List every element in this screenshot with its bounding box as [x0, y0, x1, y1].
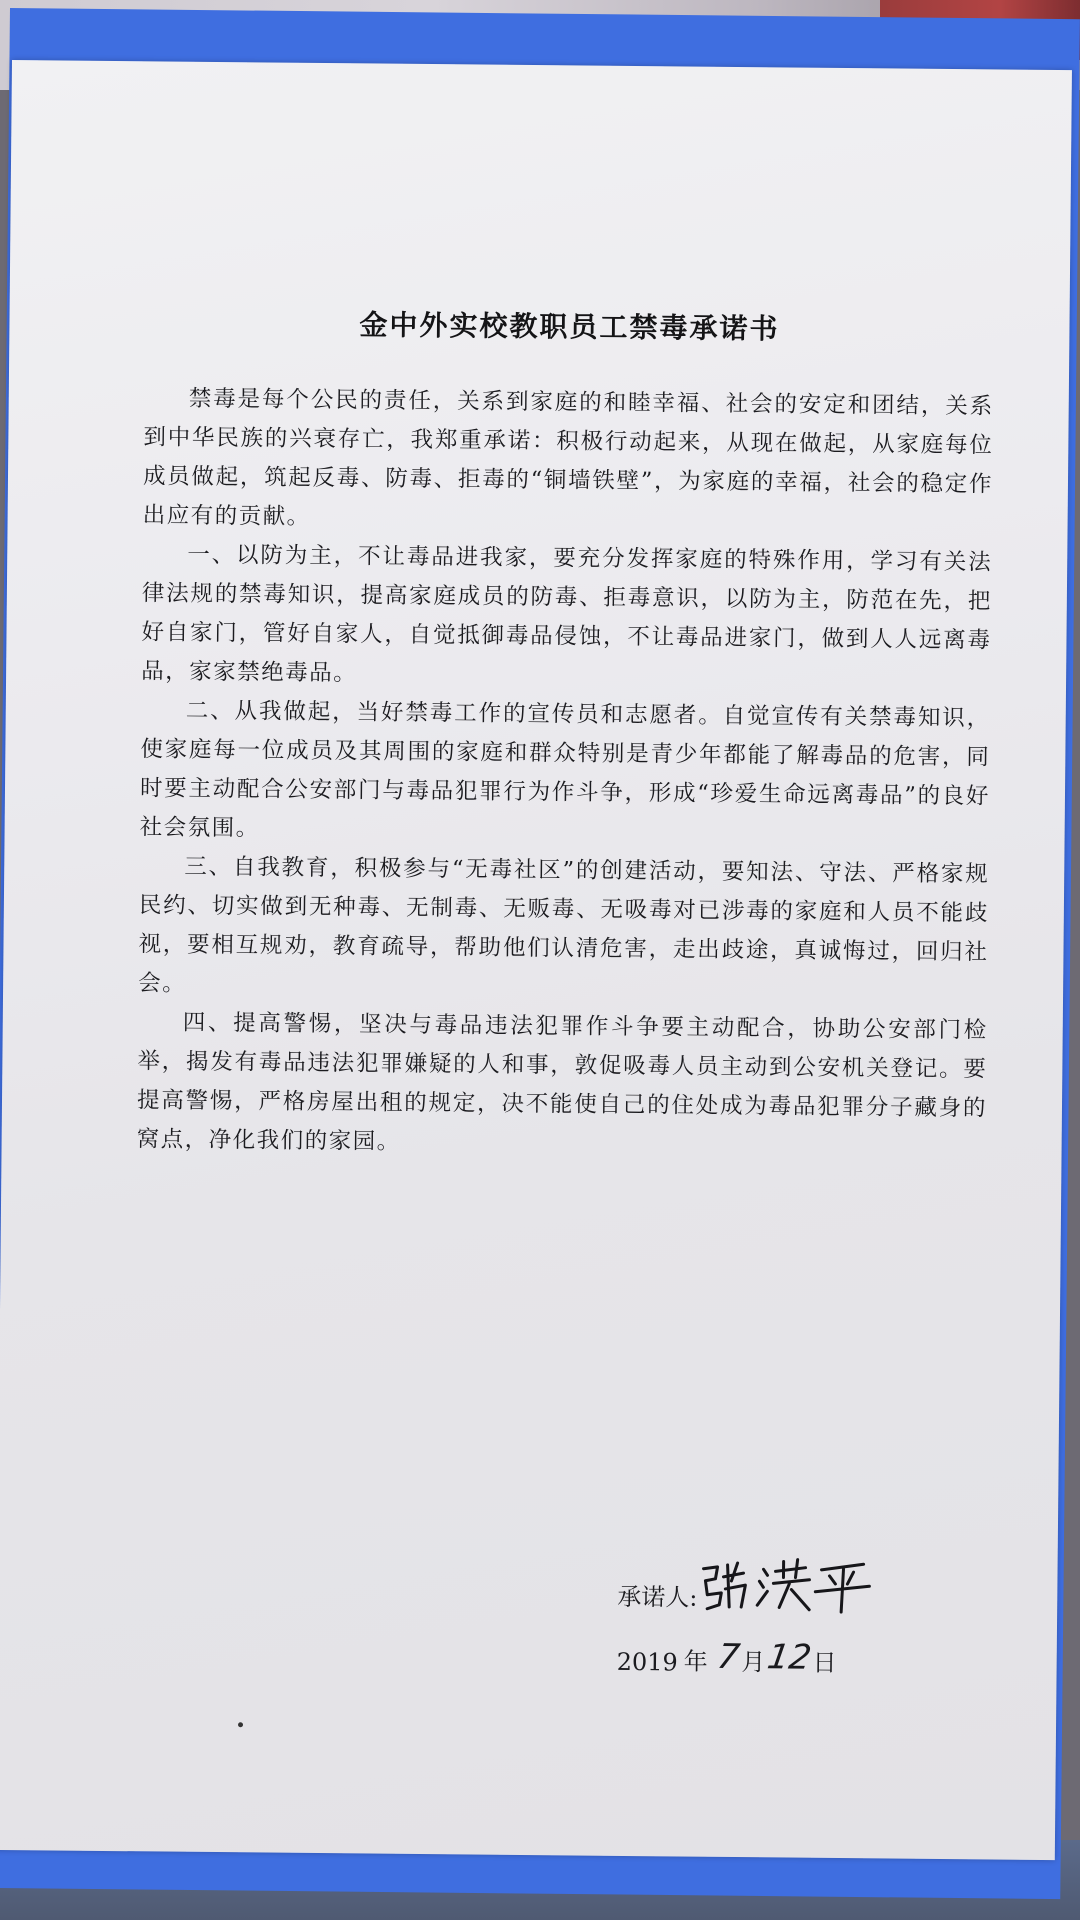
date-day-unit: 日 [812, 1648, 837, 1677]
date-month-unit: 月 [741, 1648, 766, 1677]
document-body [136, 301, 994, 1167]
signer-label: 承诺人: [617, 1582, 698, 1612]
paragraph-3: 三、自我教育，积极参与“无毒社区”的创建活动，要知法、守法、严格家规民约、切实做到无种毒、无制毒、无贩毒、无吸毒对已涉毒的家庭和人员不能歧视，要相互规劝，教育疏导，帮助他们认清危害，走出歧途，真诚悔过，回归社会。 [138, 853, 990, 997]
paragraph-2: 二、从我做起，当好禁毒工作的宣传员和志愿者。自觉宣传有关禁毒知识，使家庭每一位成员及其周围的家庭和群众特别是青少年都能了解毒品的危害，同时要主动配合公安部门与毒品犯罪行为作斗争，形成“珍爱生命远离毒品”的良好社会氛围。 [139, 697, 991, 842]
paragraph-intro: 禁毒是每个公民的责任，关系到家庭的和睦幸福、社会的安定和团结，关系到中华民族的兴衰存亡，我郑重承诺：积极行动起来，从现在做起，从家庭每位成员做起，筑起反毒、防毒、拒毒的“铜墙铁壁”，为家庭的幸福，社会的稳定作出应有的贡献。 [142, 385, 994, 530]
date-year: 2019 [616, 1647, 678, 1677]
date-year-unit: 年 [683, 1647, 708, 1676]
paragraph-1: 一、以防为主，不让毒品进我家，要充分发挥家庭的特殊作用，学习有关法律法规的禁毒知识，提高家庭成员的防毒、拒毒意识，以防为主，防范在先，把好自家门，管好自家人，自觉抵御毒品侵蚀，不让毒品进家门，做到人人远离毒品，家家禁绝毒品。 [141, 541, 993, 687]
signer-row [617, 1556, 998, 1616]
handwritten-signature [697, 1555, 878, 1615]
paragraph-4: 四、提高警惕，坚决与毒品违法犯罪作斗争要主动配合，协助公安部门检举，揭发有毒品违法犯罪嫌疑的人和事，敦促吸毒人员主动到公安机关登记。要提高警惕，严格房屋出租的规定，决不能使自己的住处成为毒品犯罪分子藏身的窝点，净化我们的家园。 [136, 1009, 988, 1155]
date-day: 12 [764, 1637, 814, 1678]
document-title: 金中外实校教职员工禁毒承诺书 [359, 308, 780, 346]
paper-sheet [0, 60, 1072, 1860]
date-row [617, 1626, 997, 1680]
paper-mark [238, 1722, 243, 1727]
signature-block [617, 1556, 998, 1680]
date-month: 7 [714, 1636, 743, 1678]
